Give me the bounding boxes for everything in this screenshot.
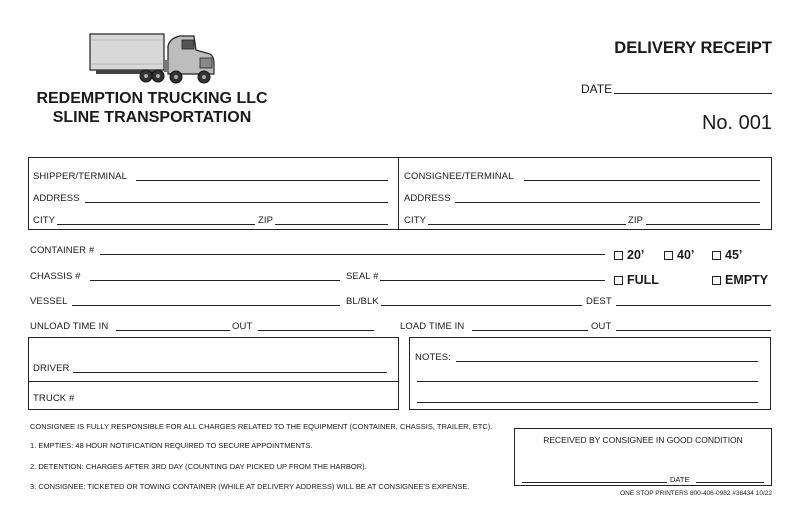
size-45-option[interactable]: [712, 248, 742, 262]
seal-label: SEAL #: [346, 271, 379, 282]
consignee-label: CONSIGNEE/TERMINAL: [404, 171, 514, 182]
unload-out-label: OUT: [232, 321, 253, 332]
blblk-field[interactable]: [381, 305, 582, 306]
checkbox-icon[interactable]: [614, 276, 623, 285]
notes-line-2[interactable]: [417, 381, 758, 382]
driver-divider: [28, 381, 399, 382]
size-20-option[interactable]: [614, 248, 644, 262]
notes-line-1[interactable]: [456, 361, 758, 362]
blblk-label: BL/BLK: [346, 296, 379, 307]
size-20-label: 20’: [627, 248, 645, 262]
consignee-address-label: ADDRESS: [404, 193, 451, 204]
consignee-zip-field[interactable]: [646, 224, 760, 225]
printer-credit: ONE STOP PRINTERS 800-406-0982 #38434 10/22: [620, 490, 772, 497]
terms-line-1: 1. EMPTIES: 48 HOUR NOTIFICATION REQUIRED TO SECURE APPOINTMENTS.: [30, 441, 313, 450]
unload-time-label: UNLOAD TIME IN: [30, 321, 109, 332]
driver-field[interactable]: [73, 372, 387, 373]
driver-box: [28, 337, 399, 410]
unload-time-field[interactable]: [116, 330, 230, 331]
dest-label: DEST: [586, 296, 612, 307]
shipper-zip-label: ZIP: [258, 215, 274, 226]
consignee-city-field[interactable]: [428, 224, 626, 225]
load-out-label: OUT: [591, 321, 612, 332]
size-40-label: 40’: [677, 248, 695, 262]
company-name: REDEMPTION TRUCKING LLC: [36, 90, 268, 107]
notes-line-3[interactable]: [417, 402, 758, 403]
dest-field[interactable]: [616, 305, 771, 306]
notes-box: [409, 337, 771, 410]
checkbox-icon[interactable]: [614, 251, 623, 260]
load-time-label: LOAD TIME IN: [400, 321, 465, 332]
container-label: CONTAINER #: [30, 245, 95, 256]
shipper-address-label: ADDRESS: [33, 193, 80, 204]
empty-option[interactable]: [712, 273, 768, 287]
consignee-zip-label: ZIP: [628, 215, 644, 226]
parties-box: [28, 157, 772, 230]
notes-label: NOTES:: [415, 352, 451, 363]
header-date-line[interactable]: [614, 93, 772, 94]
checkbox-icon[interactable]: [712, 276, 721, 285]
terms-line-3: 3. CONSIGNEE: TICKETED OR TOWING CONTAINER (WHILE AT DELIVERY ADDRESS) WILL BE AT CONSIGNEE'S EXPENSE.: [30, 482, 470, 491]
shipper-address-field[interactable]: [85, 202, 388, 203]
load-out-field[interactable]: [616, 330, 771, 331]
shipper-city-label: CITY: [33, 215, 56, 226]
form-title: DELIVERY RECEIPT: [614, 39, 772, 57]
driver-label: DRIVER: [33, 363, 70, 374]
chassis-field[interactable]: [90, 280, 340, 281]
container-field[interactable]: [100, 254, 605, 255]
vessel-label: VESSEL: [30, 296, 68, 307]
consignee-city-label: CITY: [404, 215, 427, 226]
empty-label: EMPTY: [725, 273, 769, 287]
received-signature-line[interactable]: [522, 482, 667, 483]
shipper-field[interactable]: [136, 180, 388, 181]
consignee-address-field[interactable]: [455, 202, 760, 203]
truck-label: TRUCK #: [33, 393, 75, 404]
company-subname: SLINE TRANSPORTATION: [52, 109, 252, 126]
vessel-field[interactable]: [72, 305, 340, 306]
consignee-field[interactable]: [524, 180, 760, 181]
chassis-label: CHASSIS #: [30, 271, 81, 282]
terms-line-2: 2. DETENTION: CHARGES AFTER 3RD DAY (COUNTING DAY PICKED UP FROM THE HARBOR).: [30, 462, 367, 471]
parties-divider: [398, 157, 399, 230]
terms-line-0: CONSIGNEE IS FULLY RESPONSIBLE FOR ALL CHARGES RELATED TO THE EQUIPMENT (CONTAINER, CHASSIS, TRAILER, ETC).: [30, 422, 493, 431]
received-date-line[interactable]: [696, 482, 764, 483]
semi-truck-icon: [88, 30, 216, 88]
received-title: RECEIVED BY CONSIGNEE IN GOOD CONDITION: [543, 435, 743, 445]
header-date-label: DATE: [581, 82, 613, 96]
full-option[interactable]: [614, 273, 659, 287]
shipper-city-field[interactable]: [57, 224, 255, 225]
shipper-zip-field[interactable]: [275, 224, 388, 225]
size-45-label: 45’: [725, 248, 743, 262]
checkbox-icon[interactable]: [712, 251, 721, 260]
receipt-number: No. 001: [701, 112, 772, 134]
load-time-field[interactable]: [472, 330, 588, 331]
full-label: FULL: [627, 273, 659, 287]
received-date-label: DATE: [670, 475, 690, 484]
size-40-option[interactable]: [664, 248, 694, 262]
shipper-label: SHIPPER/TERMINAL: [33, 171, 127, 182]
seal-field[interactable]: [380, 280, 605, 281]
unload-out-field[interactable]: [258, 330, 374, 331]
checkbox-icon[interactable]: [664, 251, 673, 260]
